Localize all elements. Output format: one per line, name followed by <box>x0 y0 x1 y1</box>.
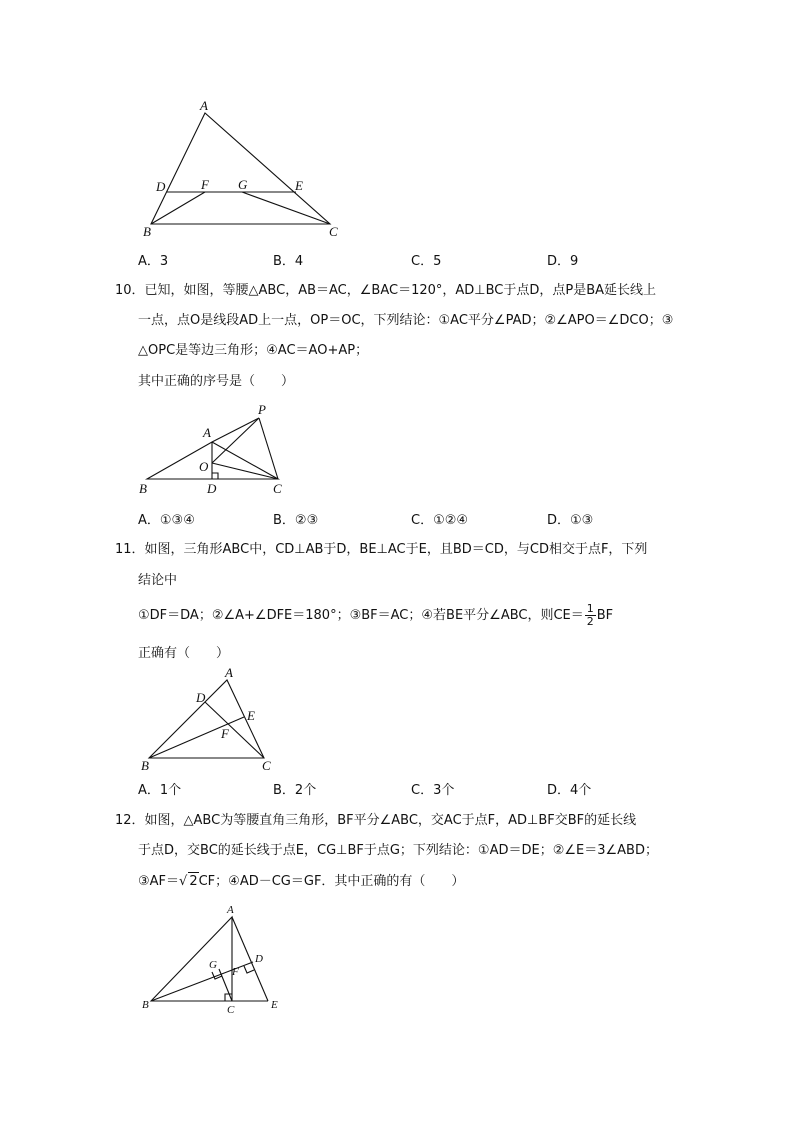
q11-option-c: C．3个 <box>411 783 455 798</box>
q12-label-b: B <box>142 999 149 1011</box>
q12-label-e: E <box>271 999 278 1011</box>
q10-option-a: A．①③④ <box>138 513 195 528</box>
q11-line3-tail: BF <box>596 608 614 623</box>
q11-line3-text: ①DF＝DA；②∠A+∠DFE＝180°；③BF＝AC；④若BE平分∠ABC，则CE＝ <box>138 608 584 623</box>
q11-label-a: A <box>225 665 233 680</box>
q11-label-c: C <box>262 758 271 773</box>
q10-text-line2: 一点，点O是线段AD上一点，OP＝OC，下列结论：①AC平分∠PAD；②∠APO＝∠DCO；③ <box>138 313 674 328</box>
q10-option-b: B．②③ <box>273 513 319 528</box>
q9-label-b: B <box>143 224 151 239</box>
q10-option-c: C．①②④ <box>411 513 469 528</box>
q12-label-a: A <box>227 904 234 916</box>
q11-option-a: A．1个 <box>138 783 182 798</box>
q10-label-a: A <box>203 425 211 440</box>
q9-option-c: C．5 <box>411 254 442 269</box>
q11-frac-den: 2 <box>586 615 594 628</box>
q10-option-d: D．①③ <box>547 513 594 528</box>
q9-label-c: C <box>329 224 338 239</box>
q10-label-p: P <box>258 402 266 417</box>
q11-label-d: D <box>196 690 206 705</box>
q9-label-f: F <box>201 177 209 192</box>
q10-label-b: B <box>139 481 147 496</box>
q11-label-e: E <box>247 708 255 723</box>
q12-label-d: D <box>255 953 263 965</box>
q11-text-line1: 11．如图，三角形ABC中，CD⊥AB于D，BE⊥AC于E，且BD＝CD，与CD相交于点F，下列 <box>115 542 648 557</box>
q12-label-g: G <box>209 959 217 971</box>
q10-text-line1: 10．已知，如图，等腰△ABC，AB＝AC，∠BAC＝120°，AD⊥BC于点D，点P是BA延长线上 <box>115 283 657 298</box>
q9-option-b: B．4 <box>273 254 304 269</box>
q11-label-b: B <box>141 758 149 773</box>
q11-option-d: D．4个 <box>547 783 592 798</box>
q11-label-f: F <box>221 726 229 741</box>
q12-line3-tail: CF；④AD－CG＝GF．其中正确的有（ ） <box>198 874 465 889</box>
q9-label-g: G <box>238 177 248 192</box>
q11-frac-num: 1 <box>586 602 594 615</box>
q11-text-line4: 正确有（ ） <box>138 646 230 661</box>
q10-text-line3: △OPC是等边三角形；④AC＝AO+AP； <box>138 343 369 358</box>
q10-label-o: O <box>199 459 209 474</box>
q12-label-c: C <box>227 1004 235 1016</box>
q9-label-a: A <box>200 98 208 113</box>
q12-text-line3: ③AF＝√ 2CF；④AD－CG＝GF．其中正确的有（ ） <box>138 874 465 889</box>
q12-text-line2: 于点D，交BC的延长线于点E，CG⊥BF于点G；下列结论：①AD＝DE；②∠E＝3∠ABD； <box>138 843 658 858</box>
q9-option-d: D．9 <box>547 254 579 269</box>
q12-label-f: F <box>232 966 239 978</box>
q10-label-c: C <box>273 481 282 496</box>
q10-text-line4: 其中正确的序号是（ ） <box>138 374 295 389</box>
q11-option-b: B．2个 <box>273 783 317 798</box>
q10-label-d: D <box>207 481 217 496</box>
q9-option-a: A．3 <box>138 254 169 269</box>
q12-triangle-abc <box>151 917 232 1001</box>
q11-text-line2: 结论中 <box>138 573 178 588</box>
q12-right-angle-d <box>244 966 254 973</box>
q12-text-line1: 12．如图，△ABC为等腰直角三角形，BF平分∠ABC，交AC于点F，AD⊥BF交BF的延长线 <box>115 813 637 828</box>
q9-label-d: D <box>156 179 166 194</box>
q9-label-e: E <box>295 178 303 193</box>
q12-sqrt-two: 2 <box>189 874 198 889</box>
q12-line3-text: ③AF＝ <box>138 874 180 889</box>
